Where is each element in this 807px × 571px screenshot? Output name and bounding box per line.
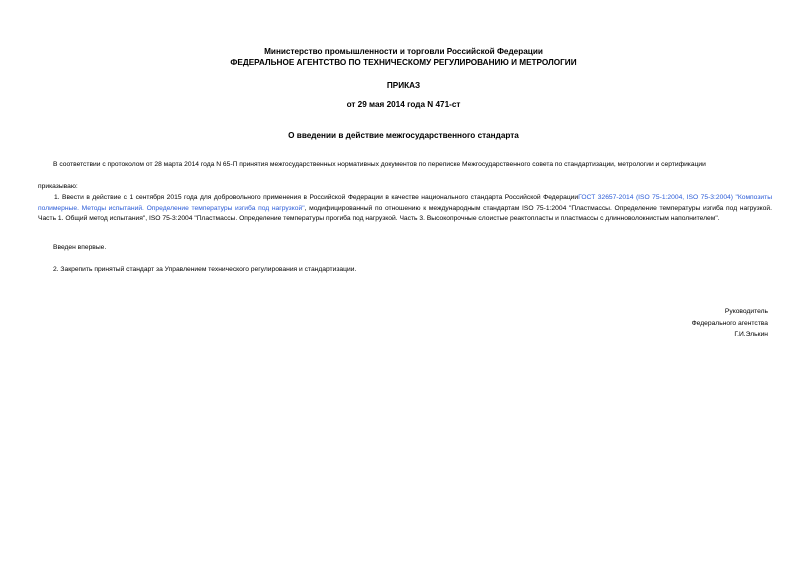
document-date-number: от 29 мая 2014 года N 471-ст <box>346 100 461 109</box>
signature-title-line-1: Руководитель <box>724 308 768 315</box>
introduced-note: Введен впервые. <box>53 244 107 251</box>
signature-name: Г.И.Элькин <box>734 331 768 339</box>
item-1-paragraph <box>38 193 772 225</box>
signature-title-line-2: Федерального агентства <box>691 319 768 327</box>
item-1-text-start: 1. Ввести в действие с 1 сентября 2015 года для добровольного применения в Российской Федерации в качестве национального стандарта Российской Федерации <box>54 194 579 201</box>
orders-line: приказываю: <box>38 183 78 190</box>
signature-block <box>692 306 768 341</box>
standard-link[interactable]: ГОСТ 32657-2014 (ISO 75-1:2004, ISO 75-3:2004) "Композиты полимерные. Методы испытаний. Определение температуры изгиба под нагрузкой" <box>38 194 772 212</box>
item-1-text-end: , модифицированный по отношению к международным стандартам ISO 75-1:2004 "Пластмассы. Определение температуры изгиба под нагрузкой. Часть 1. Общий метод испытания", ISO 75-3:2004 "Пластмассы. Определение температуры прогиба под нагрузкой. Часть 3. Высокопрочные слоистые реактопласты и пластмассы с длинноволокнистым наполнителем". <box>38 204 772 223</box>
document-type: ПРИКАЗ <box>386 81 421 90</box>
agency-title: ФЕДЕРАЛЬНОЕ АГЕНТСТВО ПО ТЕХНИЧЕСКОМУ РЕГУЛИРОВАНИЮ И МЕТРОЛОГИИ <box>230 58 577 67</box>
item-2-paragraph: 2. Закрепить принятый стандарт за Управлением технического регулирования и стандартизации. <box>53 266 357 273</box>
ministry-title: Министерство промышленности и торговли Российской Федерации <box>264 47 543 56</box>
document-subject: О введении в действие межгосударственного стандарта <box>288 131 519 140</box>
preamble-paragraph: В соответствии с протоколом от 28 марта 2014 года N 65-П принятия межгосударственных нормативных документов по переписке Межгосударственного совета по стандартизации, метрологии и сертификации <box>53 161 706 168</box>
